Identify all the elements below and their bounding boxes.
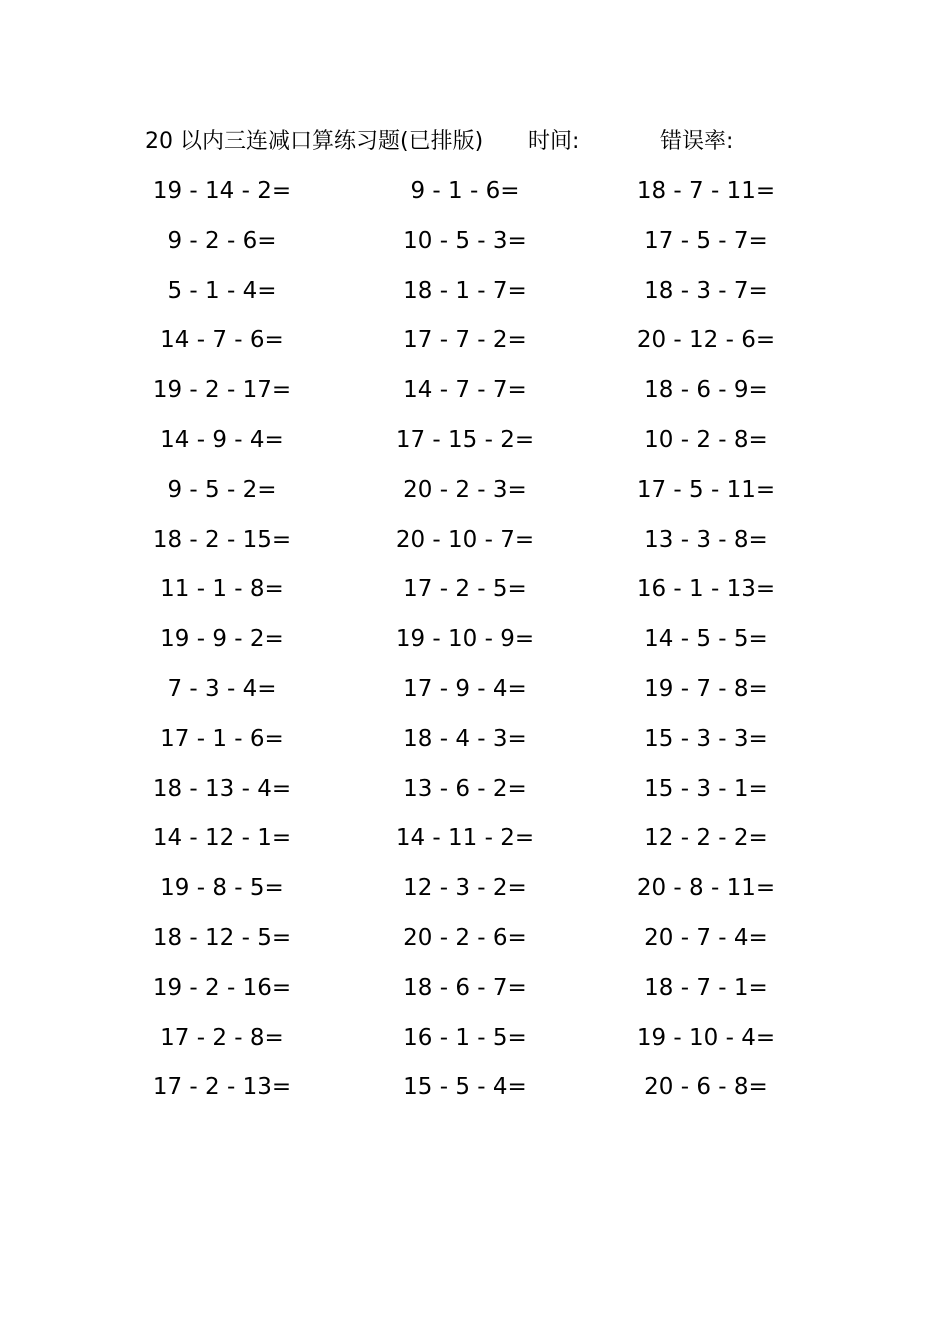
subtraction-problem: 17 - 5 - 11=	[636, 476, 776, 503]
problem-grid	[0, 175, 950, 1121]
problem-row	[0, 1071, 950, 1121]
problem-row	[0, 324, 950, 374]
subtraction-problem: 14 - 7 - 7=	[403, 377, 527, 404]
problem-row	[0, 623, 950, 673]
subtraction-problem: 15 - 3 - 3=	[644, 725, 768, 752]
subtraction-problem: 19 - 14 - 2=	[152, 178, 292, 204]
problem-row	[0, 673, 950, 723]
subtraction-problem: 12 - 3 - 2=	[403, 875, 527, 902]
subtraction-problem: 18 - 6 - 9=	[644, 377, 768, 404]
problem-row	[0, 773, 950, 823]
subtraction-problem: 15 - 3 - 1=	[644, 775, 768, 802]
subtraction-problem: 19 - 2 - 16=	[152, 974, 292, 1001]
subtraction-problem: 9 - 2 - 6=	[167, 227, 277, 254]
subtraction-problem: 19 - 8 - 5=	[160, 875, 284, 902]
subtraction-problem: 19 - 2 - 17=	[152, 377, 292, 404]
subtraction-problem: 19 - 10 - 4=	[636, 1024, 776, 1051]
subtraction-problem: 20 - 10 - 7=	[395, 526, 535, 553]
subtraction-problem: 17 - 15 - 2=	[395, 426, 535, 453]
subtraction-problem: 14 - 7 - 6=	[160, 327, 284, 354]
subtraction-problem: 17 - 5 - 7=	[644, 227, 768, 254]
subtraction-problem: 9 - 1 - 6=	[410, 178, 520, 204]
worksheet-title: 20 以内三连减口算练习题(已排版)	[145, 129, 484, 154]
subtraction-problem: 10 - 2 - 8=	[644, 426, 768, 453]
problem-row	[0, 374, 950, 424]
subtraction-problem: 18 - 1 - 7=	[403, 277, 527, 304]
subtraction-problem: 19 - 7 - 8=	[644, 675, 768, 702]
subtraction-problem: 20 - 2 - 6=	[403, 924, 527, 951]
problem-row	[0, 872, 950, 922]
subtraction-problem: 17 - 2 - 5=	[403, 576, 527, 603]
problem-row	[0, 573, 950, 623]
problem-row	[0, 822, 950, 872]
subtraction-problem: 19 - 10 - 9=	[395, 626, 535, 653]
subtraction-problem: 9 - 5 - 2=	[167, 476, 277, 503]
subtraction-problem: 20 - 6 - 8=	[644, 1074, 768, 1101]
subtraction-problem: 18 - 7 - 1=	[644, 974, 768, 1001]
problem-row	[0, 972, 950, 1022]
problem-row	[0, 474, 950, 524]
subtraction-problem: 17 - 2 - 13=	[152, 1074, 292, 1101]
subtraction-problem: 19 - 9 - 2=	[160, 626, 284, 653]
subtraction-problem: 15 - 5 - 4=	[403, 1074, 527, 1101]
subtraction-problem: 14 - 5 - 5=	[644, 626, 768, 653]
subtraction-problem: 18 - 4 - 3=	[403, 725, 527, 752]
error-rate-label: 错误率:	[660, 129, 734, 154]
problem-row	[0, 723, 950, 773]
subtraction-problem: 17 - 7 - 2=	[403, 327, 527, 354]
subtraction-problem: 18 - 13 - 4=	[152, 775, 292, 802]
worksheet-header	[0, 126, 950, 158]
problem-row	[0, 424, 950, 474]
problem-row	[0, 524, 950, 574]
subtraction-problem: 16 - 1 - 5=	[403, 1024, 527, 1051]
problem-row	[0, 225, 950, 275]
subtraction-problem: 13 - 6 - 2=	[403, 775, 527, 802]
problem-row	[0, 275, 950, 325]
subtraction-problem: 20 - 7 - 4=	[644, 924, 768, 951]
subtraction-problem: 10 - 5 - 3=	[403, 227, 527, 254]
subtraction-problem: 20 - 2 - 3=	[403, 476, 527, 503]
subtraction-problem: 12 - 2 - 2=	[644, 825, 768, 852]
problem-row	[0, 1022, 950, 1072]
subtraction-problem: 17 - 1 - 6=	[160, 725, 284, 752]
subtraction-problem: 14 - 11 - 2=	[395, 825, 535, 852]
time-label: 时间:	[528, 129, 580, 154]
subtraction-problem: 20 - 12 - 6=	[636, 327, 776, 354]
subtraction-problem: 16 - 1 - 13=	[636, 576, 776, 603]
subtraction-problem: 13 - 3 - 8=	[644, 526, 768, 553]
subtraction-problem: 17 - 2 - 8=	[160, 1024, 284, 1051]
subtraction-problem: 18 - 2 - 15=	[152, 526, 292, 553]
subtraction-problem: 14 - 12 - 1=	[152, 825, 292, 852]
subtraction-problem: 18 - 12 - 5=	[152, 924, 292, 951]
subtraction-problem: 17 - 9 - 4=	[403, 675, 527, 702]
subtraction-problem: 14 - 9 - 4=	[160, 426, 284, 453]
subtraction-problem: 11 - 1 - 8=	[160, 576, 284, 603]
problem-row	[0, 175, 950, 225]
subtraction-problem: 5 - 1 - 4=	[167, 277, 277, 304]
problem-row	[0, 922, 950, 972]
subtraction-problem: 18 - 6 - 7=	[403, 974, 527, 1001]
subtraction-problem: 18 - 7 - 11=	[636, 178, 776, 204]
subtraction-problem: 18 - 3 - 7=	[644, 277, 768, 304]
subtraction-problem: 7 - 3 - 4=	[167, 675, 277, 702]
subtraction-problem: 20 - 8 - 11=	[636, 875, 776, 902]
